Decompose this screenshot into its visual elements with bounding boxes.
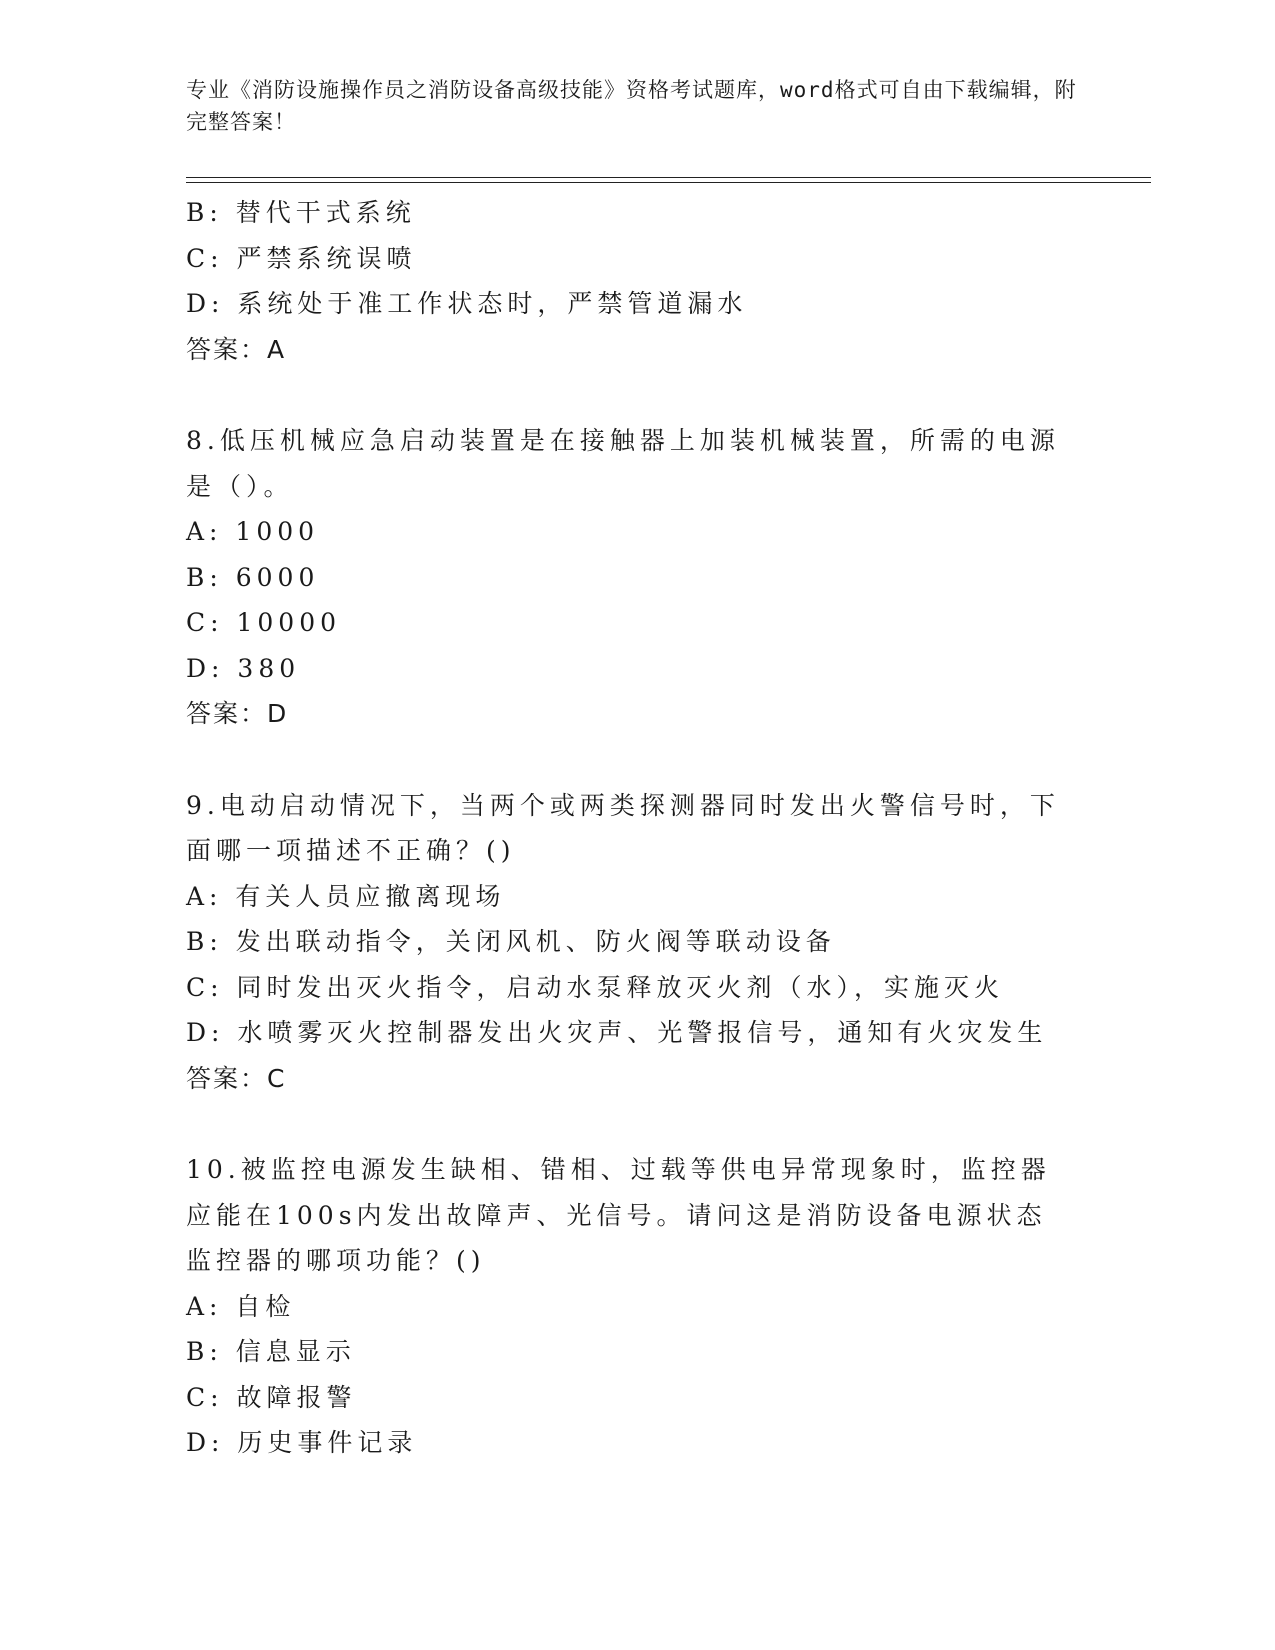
- answer: 答案：A: [186, 334, 287, 364]
- question-list: [186, 190, 1066, 1466]
- option-a: A: 1000: [186, 517, 320, 546]
- question-stem: 9.电动启动情况下，当两个或两类探测器同时发出火警信号时，下面哪一项描述不正确？(): [186, 790, 1060, 865]
- question-7: [186, 190, 1066, 372]
- option-d: D: 历史事件记录: [186, 1428, 418, 1457]
- option-b: B: 发出联动指令，关闭风机、防火阀等联动设备: [186, 927, 836, 956]
- answer: 答案：C: [186, 1063, 287, 1093]
- option-b: B: 6000: [186, 562, 320, 592]
- option-c: C: 同时发出灭火指令，启动水泵释放灭火剂（水），实施灭火: [186, 972, 1005, 1002]
- option-d: D: 380: [186, 653, 301, 683]
- option-c: C: 10000: [186, 608, 342, 637]
- question-9: [186, 783, 1066, 1102]
- option-c: C: 故障报警: [186, 1382, 357, 1412]
- option-d: D: 系统处于准工作状态时，严禁管道漏水: [186, 289, 748, 318]
- option-b: B: 信息显示: [186, 1337, 356, 1366]
- option-d: D: 水喷雾灭火控制器发出火灾声、光警报信号，通知有火灾发生: [186, 1018, 1048, 1047]
- header-rule-bottom: [186, 182, 1151, 183]
- option-c: C: 严禁系统误喷: [186, 243, 417, 273]
- header-rule-top: [186, 177, 1151, 178]
- question-8: [186, 418, 1066, 737]
- document-page: [186, 0, 1151, 1650]
- option-a: A: 自检: [186, 1291, 296, 1321]
- option-a: A: 有关人员应撤离现场: [186, 881, 506, 911]
- document-header: 专业《消防设施操作员之消防设备高级技能》资格考试题库，word格式可自由下载编辑，附完整答案！: [186, 78, 1077, 134]
- option-b: B: 替代干式系统: [186, 198, 416, 227]
- question-stem: 10.被监控电源发生缺相、错相、过载等供电异常现象时，监控器应能在100s内发出故障声、光信号。请问这是消防设备电源状态监控器的哪项功能？(): [186, 1155, 1051, 1275]
- question-10: [186, 1147, 1066, 1466]
- answer: 答案：D: [186, 699, 289, 728]
- question-stem: 8.低压机械应急启动装置是在接触器上加装机械装置，所需的电源是（）。: [186, 426, 1060, 501]
